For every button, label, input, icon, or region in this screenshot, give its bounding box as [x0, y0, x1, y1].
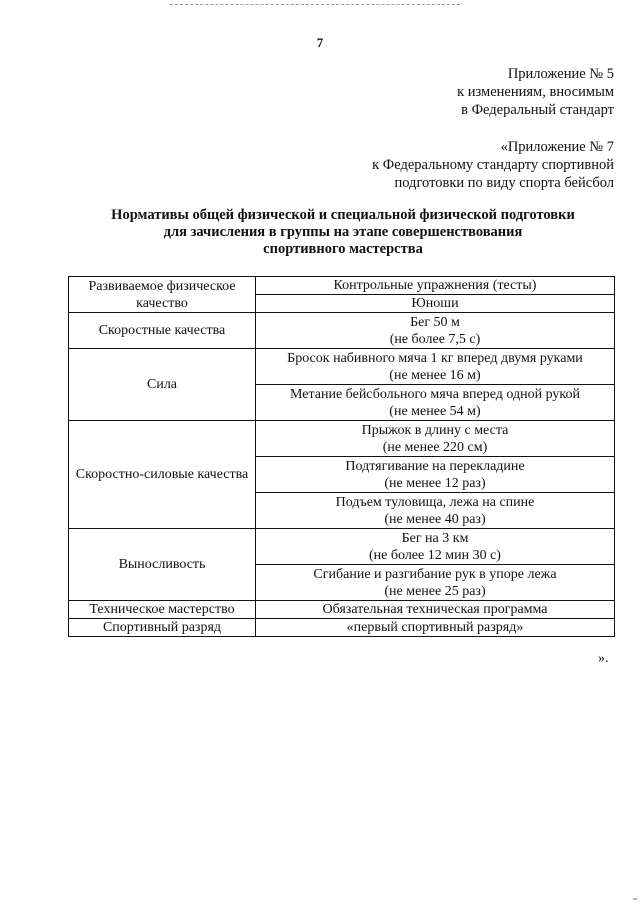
- quality-cell: Техническое мастерство: [69, 601, 256, 619]
- table-row: [69, 313, 615, 349]
- table-row: [69, 529, 615, 565]
- scan-top-rule: [170, 4, 460, 5]
- closing-quote-mark: ».: [598, 651, 609, 666]
- test-norm: (не менее 54 м): [389, 403, 481, 419]
- standards-table: [68, 276, 615, 637]
- appendix-5-line: Приложение № 5: [507, 66, 614, 82]
- appendix-7-line: подготовки по виду спорта бейсбол: [394, 175, 614, 191]
- page-number: 7: [316, 35, 324, 50]
- test-cell: «первый спортивный разряд»: [256, 619, 615, 637]
- quality-cell: Сила: [69, 349, 256, 421]
- appendix-7-line: к Федеральному стандарту спортивной: [372, 157, 614, 173]
- quality-cell: Выносливость: [69, 529, 256, 601]
- test-cell: Обязательная техническая программа: [256, 601, 615, 619]
- appendix-7-caption: [372, 138, 614, 192]
- quality-cell: Спортивный разряд: [69, 619, 256, 637]
- appendix-5-caption: [457, 65, 614, 119]
- test-name: Подтягивание на перекладине: [345, 458, 525, 474]
- test-name: Бросок набивного мяча 1 кг вперед двумя руками: [287, 350, 583, 366]
- test-norm: (не менее 25 раз): [384, 583, 486, 599]
- test-norm: (не менее 16 м): [389, 367, 481, 383]
- title-line: спортивного мастерства: [263, 241, 423, 257]
- test-cell: [256, 349, 615, 385]
- test-cell: [256, 493, 615, 529]
- test-norm: (не менее 220 см): [382, 439, 488, 455]
- header-tests-cell: Контрольные упражнения (тесты): [256, 277, 615, 295]
- test-cell: [256, 313, 615, 349]
- test-name: Прыжок в длину с места: [361, 422, 509, 438]
- quality-cell: Скоростные качества: [69, 313, 256, 349]
- title-line: для зачисления в группы на этапе совершенствования: [163, 224, 523, 240]
- test-cell: [256, 457, 615, 493]
- appendix-5-line: в Федеральный стандарт: [461, 102, 614, 118]
- header-quality-line: Развиваемое физическое: [88, 278, 236, 294]
- appendix-5-line: к изменениям, вносимым: [457, 84, 614, 100]
- test-cell: [256, 529, 615, 565]
- table-header-row: [69, 277, 615, 295]
- test-name: Метание бейсбольного мяча вперед одной рукой: [289, 386, 581, 402]
- quality-cell: Скоростно-силовые качества: [69, 421, 256, 529]
- test-norm: (не менее 12 раз): [384, 475, 486, 491]
- scan-speck: [633, 898, 637, 900]
- appendix-7-line: «Приложение № 7: [500, 139, 614, 155]
- test-norm: (не более 12 мин 30 с): [369, 547, 501, 563]
- title-line: Нормативы общей физической и специальной физической подготовки: [111, 207, 575, 223]
- test-name: Подъем туловища, лежа на спине: [335, 494, 535, 510]
- test-cell: [256, 385, 615, 421]
- test-norm: (не менее 40 раз): [384, 511, 486, 527]
- test-name: Сгибание и разгибание рук в упоре лежа: [313, 566, 557, 582]
- header-quality-cell: [69, 277, 256, 313]
- test-name: Бег 50 м: [410, 314, 460, 330]
- test-norm: (не более 7,5 с): [389, 331, 481, 347]
- test-cell: [256, 565, 615, 601]
- table-row: [69, 421, 615, 457]
- header-gender-cell: Юноши: [256, 295, 615, 313]
- test-cell: [256, 421, 615, 457]
- header-quality-line: качество: [136, 295, 188, 311]
- document-title: [0, 207, 640, 258]
- test-name: Бег на 3 км: [401, 530, 469, 546]
- table-row: [69, 619, 615, 637]
- table-row: [69, 349, 615, 385]
- table-row: [69, 601, 615, 619]
